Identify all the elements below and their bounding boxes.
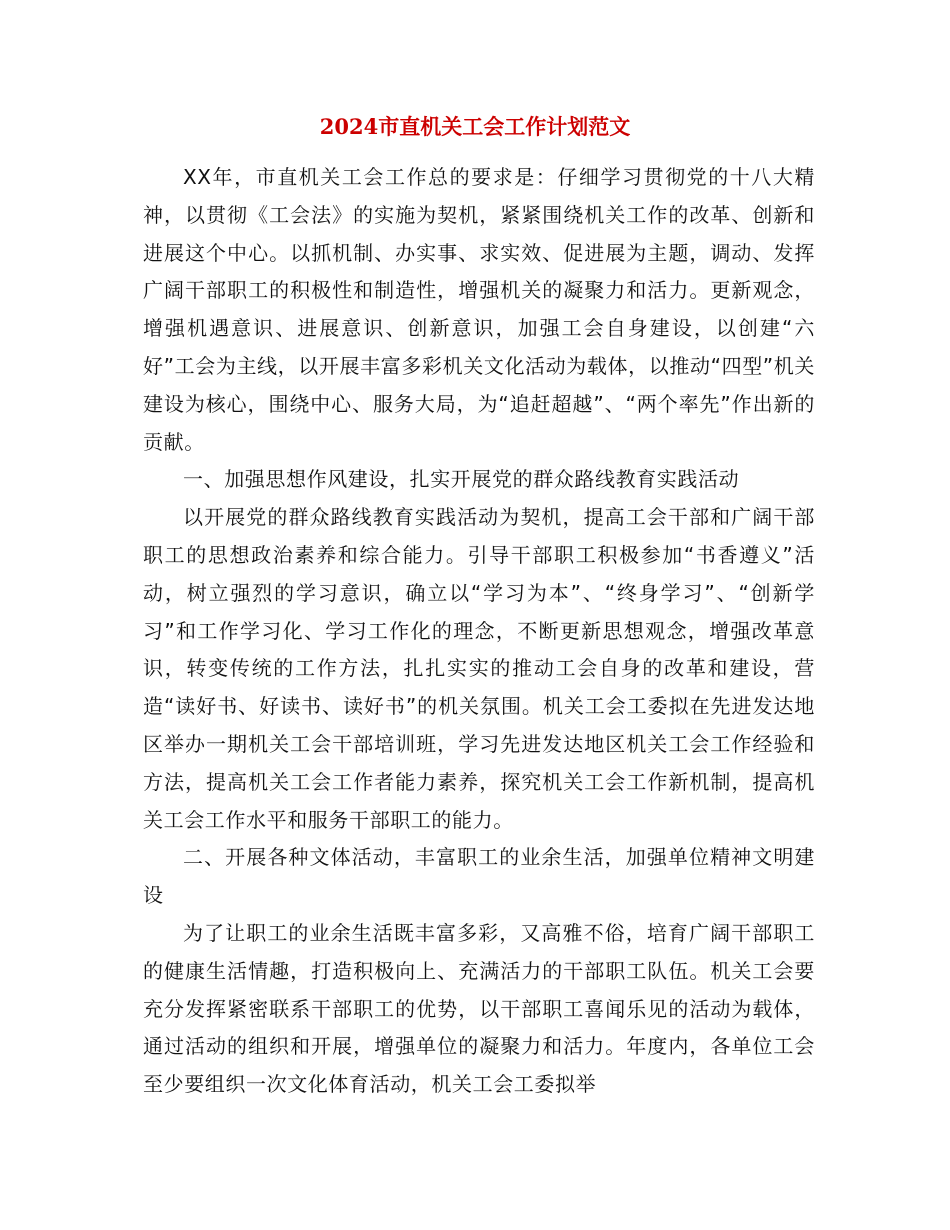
- paragraph-section-2: 为了让职工的业余生活既丰富多彩，又高雅不俗，培育广阔干部职工的健康生活情趣，打造积极向上、充满活力的干部职工队伍。机关工会要充分发挥紧密联系干部职工的优势，以干部职工喜闻乐见的活动为载体，通过活动的组织和开展，增强单位的凝聚力和活力。年度内，各单位工会至少要组织一次文化体育活动，机关工会工委拟举: [143, 920, 815, 1097]
- document-body: [143, 159, 815, 1104]
- section-heading-2: 二、开展各种文体活动，丰富职工的业余生活，加强单位精神文明建设: [143, 845, 815, 908]
- paragraph-section-1: 以开展党的群众路线教育实践活动为契机，提高工会干部和广阔干部职工的思想政治素养和综合能力。引导干部职工积极参加“书香遵义”活动，树立强烈的学习意识，确立以“学习为本”、“终身学习”、“创新学习”和工作学习化、学习工作化的理念，不断更新思想观念，增强改革意识，转变传统的工作方法，扎扎实实的推动工会自身的改革和建设，营造“读好书、好读书、读好书”的机关氛围。机关工会工委拟在先进发达地区举办一期机关工会干部培训班，学习先进发达地区机关工会工作经验和方法，提高机关工会工作者能力素养，探究机关工会工作新机制，提高机关工会工作水平和服务干部职工的能力。: [143, 505, 815, 832]
- paragraph-intro: XX年，市直机关工会工作总的要求是：仔细学习贯彻党的十八大精神，以贯彻《工会法》的实施为契机，紧紧围绕机关工作的改革、创新和进展这个中心。以抓机制、办实事、求实效、促进展为主题，调动、发挥广阔干部职工的积极性和制造性，增强机关的凝聚力和活力。更新观念，增强机遇意识、进展意识、创新意识，加强工会自身建设，以创建“六好”工会为主线，以开展丰富多彩机关文化活动为载体，以推动“四型”机关建设为核心，围绕中心、服务大局，为“追赶超越”、“两个率先”作出新的贡献。: [143, 165, 815, 454]
- page-title: 2024市直机关工会工作计划范文: [319, 114, 631, 139]
- section-heading-1: 一、加强思想作风建设，扎实开展党的群众路线教育实践活动: [183, 467, 740, 492]
